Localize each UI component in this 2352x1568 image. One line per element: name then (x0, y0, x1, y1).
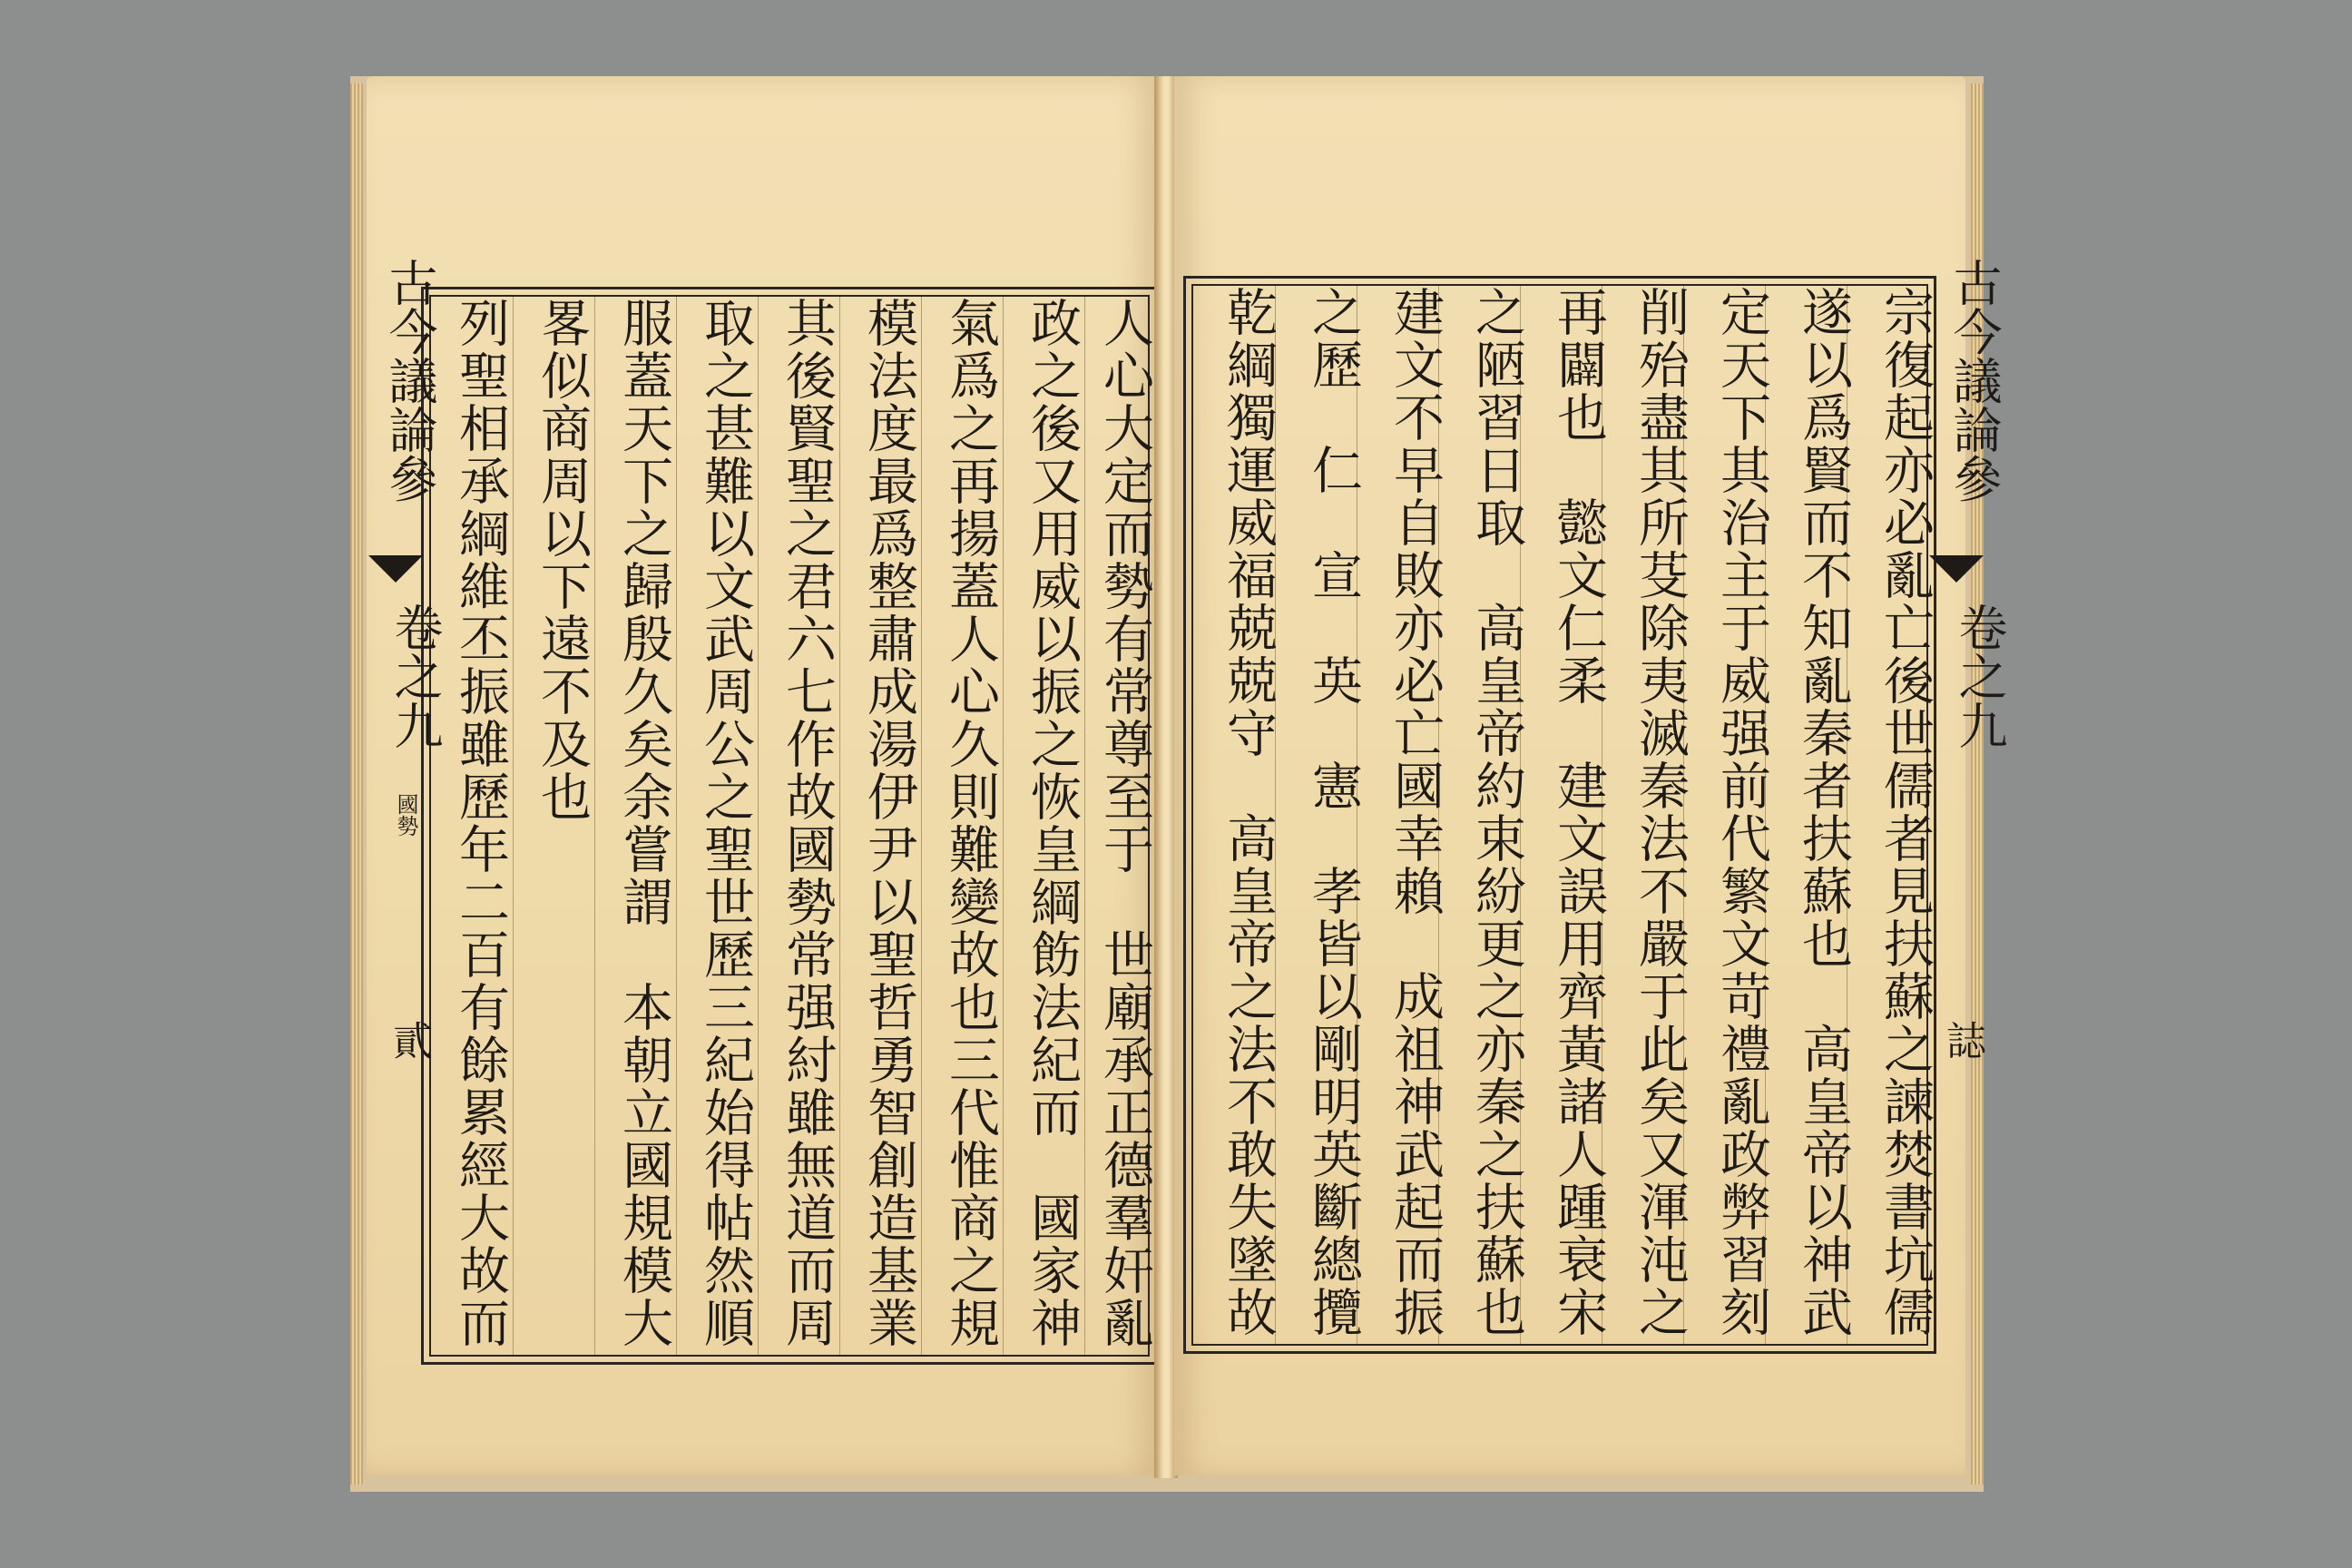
right-column-1: 宗復起亦必亂亡後世儒者見扶蘇之諫焚書坑儒 (1876, 286, 1935, 1338)
fishtail-mark-icon (368, 555, 423, 583)
right-page-number: 誌 (1939, 1020, 1985, 1060)
left-center-title: 古今議論參 (381, 258, 438, 503)
right-column-6: 之陋習日取 高皇帝約束紛更之亦秦之扶蘇也 (1467, 286, 1526, 1338)
left-column-6: 取之甚難以文武周公之聖世歷三紀始得帖然順 (696, 297, 755, 1349)
right-text-frame (1183, 276, 1936, 1354)
left-page-number: 貳 (386, 1020, 432, 1060)
right-column-7: 建文不早自敗亦必亡國幸賴 成祖神武起而振 (1386, 286, 1445, 1338)
left-text-frame (421, 287, 1158, 1365)
right-column-8: 之歷 仁 宣 英 憲 孝皆以剛明英斷總攬 (1304, 286, 1363, 1338)
right-column-9: 乾綱獨運威福兢兢守 高皇帝之法不敢失墜故 (1219, 286, 1278, 1338)
left-section-label: 國勢 (393, 793, 418, 837)
right-center-title: 古今議論參 (1945, 258, 2003, 503)
right-column-4: 削殆盡其所芟除夷滅秦法不嚴于此矣又渾沌之 (1631, 286, 1690, 1338)
right-column-2: 遂以爲賢而不知亂秦者扶蘇也 高皇帝以神武 (1794, 286, 1853, 1338)
left-column-1: 人心大定而勢有常尊至于 世廟承正德羣奸亂 (1095, 297, 1154, 1349)
left-column-2: 政之後又用威以振之恢皇綱飭法紀而 國家神 (1023, 297, 1082, 1349)
left-frame-inner (429, 295, 1154, 1357)
left-page (367, 76, 1158, 1475)
left-column-7: 服蓋天下之歸殷久矣余嘗謂 本朝立國規模大 (614, 297, 673, 1349)
left-column-4: 模法度最爲整肅成湯伊尹以聖哲勇智創造基業 (859, 297, 918, 1349)
right-page (1174, 76, 2008, 1475)
book-block (350, 76, 2008, 1492)
right-column-5: 再闢也 懿文仁柔 建文誤用齊黃諸人踵衰宋 (1549, 286, 1608, 1338)
left-column-9: 列聖相承綱維丕振雖歷年二百有餘累經大故而 (451, 297, 510, 1349)
left-column-8: 畧似商周以下遠不及也 (533, 297, 592, 823)
right-column-3: 定天下其治主于威强前代繁文苛禮亂政弊習刻 (1712, 286, 1771, 1338)
fishtail-mark-icon (1929, 555, 1984, 583)
open-book (350, 76, 2008, 1492)
right-volume-label: 卷之九 (1951, 603, 2008, 750)
right-frame-inner (1191, 284, 1935, 1346)
left-volume-label: 卷之九 (387, 603, 444, 750)
left-column-3: 氣爲之再揚蓋人心久則難變故也三代惟商之規 (941, 297, 1000, 1349)
left-column-5: 其後賢聖之君六七作故國勢常强紂雖無道而周 (778, 297, 837, 1349)
